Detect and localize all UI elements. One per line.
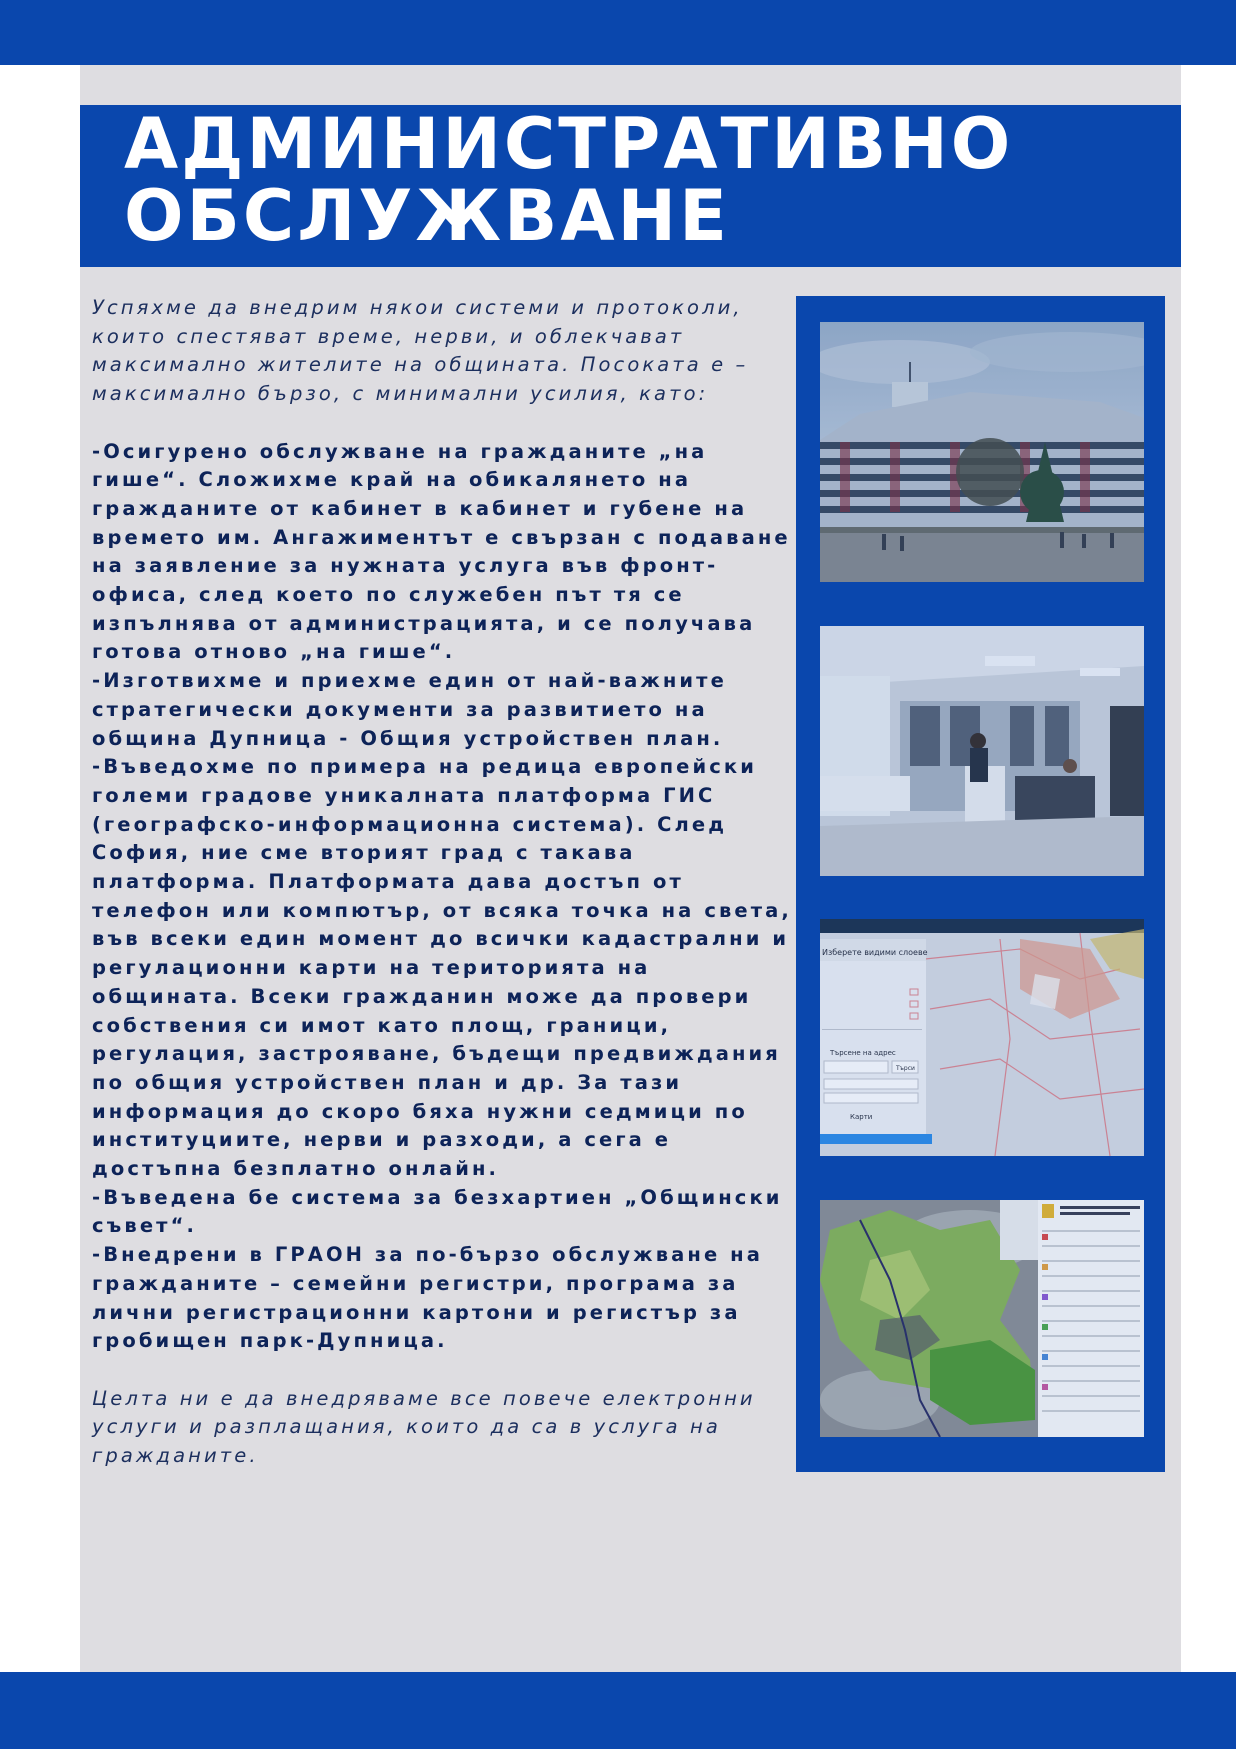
- bullet-item-master-plan: -Изготвихме и приехме един от най-важните стратегически документи за развитието на община Дупница - Общия устройствен план.: [92, 669, 727, 750]
- paragraph-gap: [92, 409, 792, 438]
- photo-front-office: [820, 626, 1144, 876]
- gis-panel-title: Изберете видими слоеве: [822, 948, 928, 957]
- photo-master-plan-map: [820, 1200, 1144, 1437]
- page-title: АДМИНИСТРАТИВНО ОБСЛУЖВАНЕ: [124, 103, 1014, 257]
- bottom-band: [0, 1672, 1236, 1749]
- bullet-item-graon: -Внедрени в ГРАОН за по-бързо обслужване на гражданите – семейни регистри, програма за лични регистрационни картони и регистър за гробищен парк-Дупница.: [92, 1243, 764, 1353]
- closing-paragraph: Целта ни е да внедряваме все повече електронни услуги и разплащания, които да са в услуга на гражданите.: [92, 1386, 756, 1468]
- bullet-item-paperless-council: -Въведена бе система за безхартиен „Общински съвет“.: [92, 1185, 783, 1238]
- gis-search-button: Търси: [896, 1065, 915, 1072]
- body-text: [92, 294, 792, 1471]
- top-band: [0, 0, 1236, 65]
- intro-paragraph: Успяхме да внедрим някои системи и протоколи, които спестяват време, нерви, и облекчават максимално жителите на общината. Посоката е – максимално бързо, с минимални усилия, като:: [92, 296, 749, 406]
- bullet-item-front-office: -Осигурено обслужване на гражданите „на гише“. Сложихме край на обикалянето на гражданите от кабинет в кабинет и губене на времето им. Ангажиментът е свързан с подаване на заявление за нужната услуга във фронт-офиса, след което по служебен път тя се изпълнява от администрацията, и се получава готова отново „на гише“.: [92, 439, 791, 664]
- gis-maps-label: Карти: [850, 1113, 873, 1121]
- photo-municipal-building: [820, 322, 1144, 582]
- paragraph-gap: [92, 1356, 792, 1385]
- bullet-item-gis-platform: -Въведохме по примера на редица европейски големи градове уникалната платформа ГИС (географско-информационна система). След София, ние сме вторият град с такава платформа. Платформата дава достъп от телефон или компютър, от всяка точка на света, във всеки един момент до всички кадастрални и регулационни карти на територията на общината. Всеки гражданин може да провери собствения си имот като площ, граници, регулация, застрояване, бъдещи предвиждания по общия устройствен план и др. За тази информация до скоро бяха нужни седмици по институциите, нерви и разходи, а сега е достъпна безплатно онлайн.: [92, 755, 792, 1181]
- photo-gis-screen: [820, 919, 1144, 1156]
- gis-search-label: Търсене на адрес: [830, 1049, 896, 1057]
